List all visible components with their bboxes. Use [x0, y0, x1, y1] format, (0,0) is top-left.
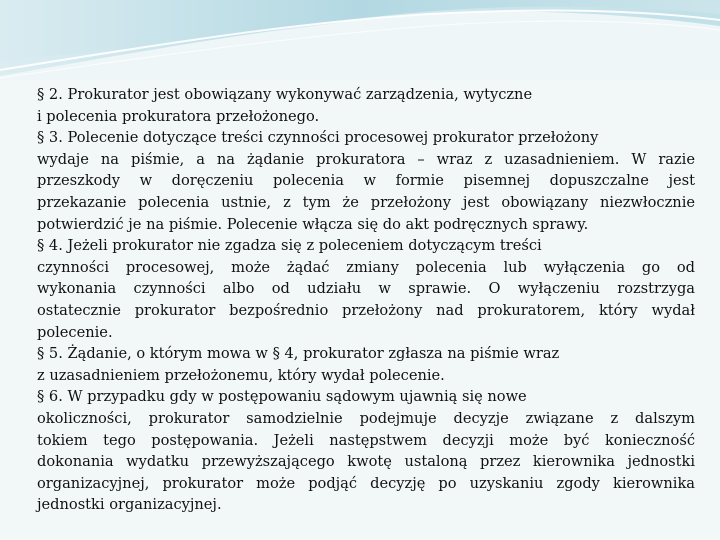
text-line: przekazanie polecenia ustnie, z tym że przełożony jest obowiązany niezwłocznie	[37, 193, 695, 211]
text-line: okoliczności, prokurator samodzielnie podejmuje decyzje związane z dalszym	[37, 409, 695, 427]
text-line: tokiem tego postępowania. Jeżeli następstwem decyzji może być konieczność	[37, 431, 695, 449]
header-wave-decoration	[0, 0, 720, 80]
text-line: § 3. Polecenie dotyczące treści czynności procesowej prokurator przełożony	[37, 129, 599, 147]
text-line: potwierdzić je na piśmie. Polecenie włącza się do akt podręcznych sprawy.	[37, 215, 589, 233]
text-line: wydaje na piśmie, a na żądanie prokuratora – wraz z uzasadnieniem. W razie	[37, 150, 695, 168]
text-line: § 2. Prokurator jest obowiązany wykonywać zarządzenia, wytyczne	[37, 86, 533, 103]
text-line: organizacyjnej, prokurator może podjąć decyzję po uzyskaniu zgody kierownika	[37, 474, 695, 492]
text-line: § 4. Jeżeli prokurator nie zgadza się z poleceniem dotyczącym treści	[37, 237, 542, 255]
text-line: czynności procesowej, może żądać zmiany polecenia lub wyłączenia go od	[37, 258, 695, 276]
text-line: jednostki organizacyjnej.	[37, 496, 222, 514]
text-line: ostatecznie prokurator bezpośrednio przełożony nad prokuratorem, który wydał	[37, 301, 695, 319]
regulation-text	[37, 84, 695, 516]
text-line: przeszkody w doręczeniu polecenia w formie pisemnej dopuszczalne jest	[37, 172, 695, 190]
text-line: z uzasadnieniem przełożonemu, który wydał polecenie.	[37, 366, 445, 384]
text-line: § 6. W przypadku gdy w postępowaniu sądowym ujawnią się nowe	[37, 388, 527, 406]
text-line: § 5. Żądanie, o którym mowa w § 4, prokurator zgłasza na piśmie wraz	[37, 345, 560, 363]
text-line: dokonania wydatku przewyższającego kwotę ustaloną przez kierownika jednostki	[37, 453, 695, 471]
text-line: polecenie.	[37, 323, 113, 341]
text-line: wykonania czynności albo od udziału w sprawie. O wyłączeniu rozstrzyga	[37, 280, 695, 298]
text-line: i polecenia prokuratora przełożonego.	[37, 107, 320, 125]
